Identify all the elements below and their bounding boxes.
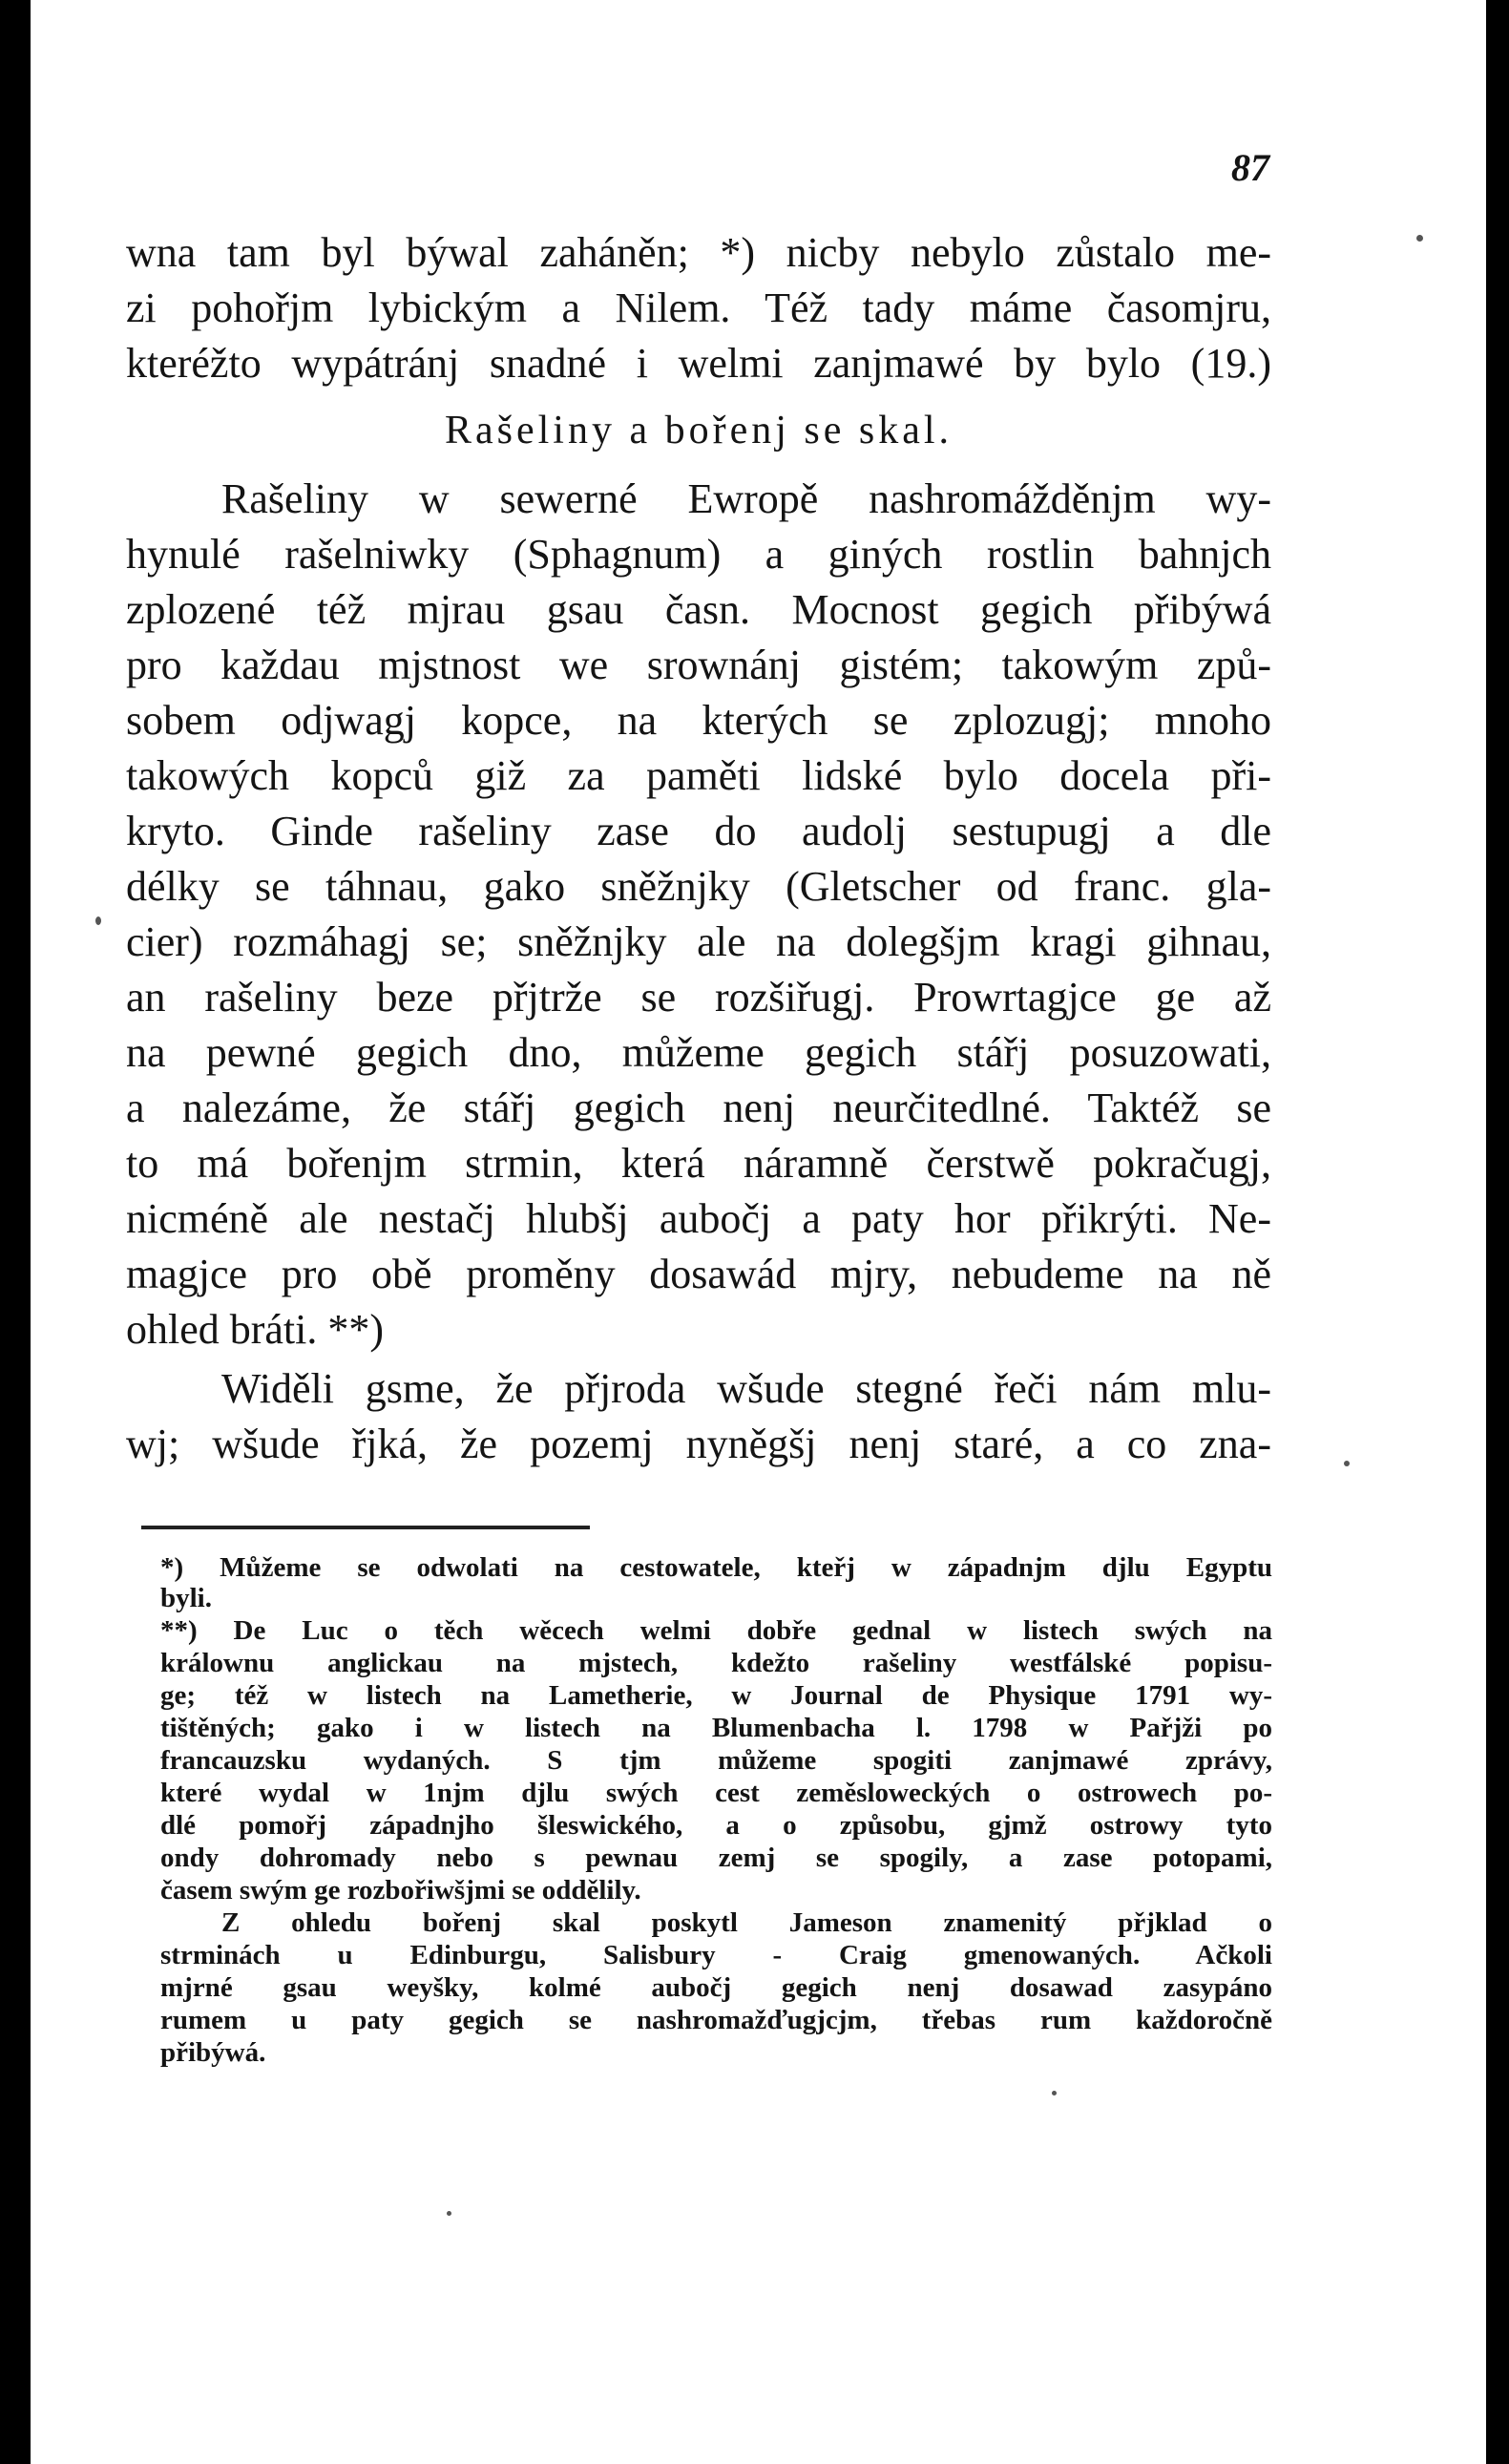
- text-line: pro každau mjstnost we srownánj gistém; takowým způ-: [126, 642, 1271, 688]
- text-line: wna tam byl býwal zaháněn; *) nicby nebylo zůstalo me-: [126, 229, 1271, 276]
- paper-speck: [95, 916, 101, 925]
- footnote-line: rumem u paty gegich se nashromažďugjcjm, třebas rum každoročně: [160, 2005, 1272, 2035]
- footnote-line: mjrné gsau weyšky, kolmé aubočj gegich nenj dosawad zasypáno: [160, 1972, 1272, 2003]
- paper-speck: [1416, 235, 1423, 242]
- footnote-line: králownu anglickau na mjstech, kdežto rašeliny westfálské popisu-: [160, 1648, 1272, 1678]
- footnote-line: francauzsku wydaných. S tjm můžeme spogiti zanjmawé zprávy,: [160, 1745, 1272, 1776]
- scan-border-left: [0, 0, 31, 2464]
- text-line: cier) rozmáhagj se; sněžnjky ale na dolegšjm kragi gihnau,: [126, 918, 1271, 965]
- footnote-line: byli.: [160, 1583, 212, 1613]
- footnote-line: časem swým ge rozbořiwšjmi se oddělily.: [160, 1875, 641, 1906]
- section-heading: Rašeliny a bořenj se skal.: [444, 409, 954, 453]
- footnote-line: ondy dohromady nebo s pewnau zemj se spogily, a zase potopami,: [160, 1843, 1272, 1873]
- footnote-line: **) De Luc o těch wěcech welmi dobře gednal w listech swých na: [160, 1615, 1272, 1646]
- scan-border-right: [1486, 0, 1509, 2464]
- footnote-line: *) Můžeme se odwolati na cestowatele, kteřj w západnjm djlu Egyptu: [160, 1552, 1272, 1583]
- footnote-line: dlé pomořj západnjho šleswického, a o způsobu, gjmž ostrowy tyto: [160, 1810, 1272, 1841]
- text-line: Rašeliny w sewerné Ewropě nashromážděnjm wy-: [221, 475, 1271, 522]
- text-line: sobem odjwagj kopce, na kterých se zplozugj; mnoho: [126, 697, 1271, 744]
- text-line: zplozené též mjrau gsau časn. Mocnost gegich přibýwá: [126, 586, 1271, 633]
- paper-speck: [1344, 1461, 1350, 1466]
- footnote-line: přibýwá.: [160, 2037, 266, 2068]
- footnote-line: tištěných; gako i w listech na Blumenbacha l. 1798 w Pařjži po: [160, 1713, 1272, 1743]
- footnote-line: které wydal w 1njm djlu swých cest zeměsloweckých o ostrowech po-: [160, 1778, 1272, 1808]
- text-line: délky se táhnau, gako sněžnjky (Gletscher od franc. gla-: [126, 863, 1271, 910]
- text-line: to má bořenjm strmin, která náramně čerstwě pokračugj,: [126, 1140, 1271, 1187]
- text-line: kteréžto wypátránj snadné i welmi zanjmawé by bylo (19.): [126, 340, 1271, 387]
- text-line: ohled bráti. **): [126, 1306, 385, 1353]
- text-line: an rašeliny beze přjtrže se rozšiřugj. Prowrtagjce ge až: [126, 974, 1271, 1021]
- text-line: wj; wšude řjká, že pozemj nyněgšj nenj staré, a co zna-: [126, 1421, 1271, 1467]
- paper-speck: [1052, 2091, 1057, 2095]
- paper-speck: [447, 2211, 451, 2216]
- footnote-line: strminách u Edinburgu, Salisbury - Craig gmenowaných. Ačkoli: [160, 1940, 1272, 1970]
- footnote-line: Z ohledu bořenj skal poskytl Jameson znamenitý přjklad o: [221, 1907, 1272, 1938]
- footnote-separator: [141, 1526, 590, 1529]
- text-line: magjce pro obě proměny dosawád mjry, nebudeme na ně: [126, 1251, 1271, 1297]
- footnote-line: ge; též w listech na Lametherie, w Journal de Physique 1791 wy-: [160, 1680, 1272, 1711]
- text-line: Widěli gsme, že přjroda wšude stegné řeči nám mlu-: [221, 1365, 1271, 1412]
- page-number: 87: [1231, 146, 1269, 189]
- text-line: a nalezáme, že stářj gegich nenj neurčitedlné. Taktéž se: [126, 1085, 1271, 1131]
- text-line: zi pohořjm lybickým a Nilem. Též tady máme časomjru,: [126, 284, 1271, 331]
- text-line: kryto. Ginde rašeliny zase do audolj sestupugj a dle: [126, 808, 1271, 854]
- text-line: hynulé rašelniwky (Sphagnum) a giných rostlin bahnjch: [126, 531, 1271, 578]
- text-line: takowých kopců giž za paměti lidské bylo docela při-: [126, 752, 1271, 799]
- text-line: nicméně ale nestačj hlubšj aubočj a paty hor přikrýti. Ne-: [126, 1195, 1271, 1242]
- text-line: na pewné gegich dno, můžeme gegich stářj posuzowati,: [126, 1029, 1271, 1076]
